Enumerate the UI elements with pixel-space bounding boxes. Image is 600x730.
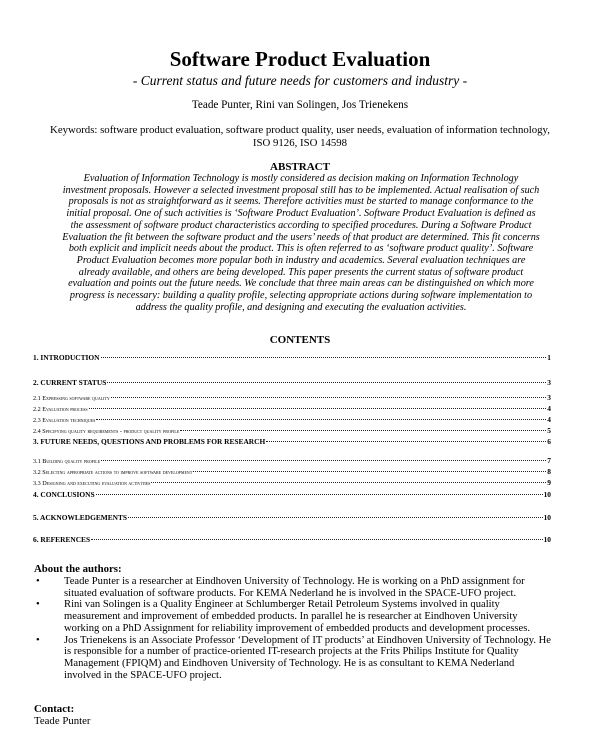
toc-dot-leader bbox=[101, 357, 547, 358]
author-bio-line: Jos Trienekens is an Associate Professor ‘Development of IT products’ at Eindhoven University of Technology. He bbox=[64, 634, 551, 646]
keywords bbox=[30, 124, 570, 150]
toc-page-number: 10 bbox=[543, 513, 551, 522]
toc-entry[interactable] bbox=[33, 513, 551, 522]
abstract-line: already available, and others are being developed. This paper presents the current status of software product bbox=[78, 266, 524, 278]
contact-name: Teade Punter bbox=[34, 715, 91, 727]
toc-entry[interactable] bbox=[33, 353, 551, 362]
author-bio-line: is responsible for a number of practice-oriented IT-research projects at the Frits Philips Institute for Quality bbox=[64, 646, 519, 658]
toc-dot-leader bbox=[180, 430, 546, 431]
toc-entry[interactable] bbox=[33, 490, 551, 499]
paper-subtitle: - Current status and future needs for customers and industry - bbox=[132, 73, 468, 88]
abstract-line: proposals is not as straightforward as it seems. Therefore activities must be started to manage conformance to the bbox=[68, 196, 534, 208]
toc-entry-label: 2.3 Evaluation techniques bbox=[33, 417, 96, 424]
abstract-line: address the quality profile, and designing and executing the evaluation activities. bbox=[135, 301, 467, 313]
toc-entry-label: 3. FUTURE NEEDS, QUESTIONS AND PROBLEMS FOR RESEARCH bbox=[33, 437, 266, 446]
contents-heading: CONTENTS bbox=[269, 334, 331, 346]
toc-entry[interactable] bbox=[33, 404, 551, 413]
author-bios bbox=[34, 576, 550, 681]
bullet-icon: • bbox=[36, 576, 40, 587]
paper-title: Software Product Evaluation bbox=[169, 47, 431, 71]
toc-page-number: 1 bbox=[547, 353, 551, 362]
abstract-line: progress is necessary: building a quality profile, selecting appropriate actions during software implementation to bbox=[69, 290, 533, 302]
toc-entry[interactable] bbox=[33, 426, 551, 435]
toc-entry-label: 3.1 Building quality profile bbox=[33, 458, 101, 465]
abstract-line: evaluation and points out the future needs. We conclude that three main areas can be distinguished on which more bbox=[68, 278, 534, 290]
author-bio-item bbox=[34, 599, 550, 634]
toc-entry-label: 3.3 Designing and executing evaluation activities bbox=[33, 480, 151, 487]
toc-entry[interactable] bbox=[33, 478, 551, 487]
toc-entry-label: 2. CURRENT STATUS bbox=[33, 378, 107, 387]
toc-page-number: 7 bbox=[547, 456, 551, 465]
toc-dot-leader bbox=[91, 539, 543, 540]
author-bio-item bbox=[34, 635, 550, 682]
toc-entry[interactable] bbox=[33, 437, 551, 446]
bullet-icon: • bbox=[36, 634, 40, 646]
author-bio-item bbox=[34, 576, 550, 599]
toc-dot-leader bbox=[96, 494, 543, 495]
abstract-line: initial proposal. One of such activities is ‘Software Product Evaluation’. Software Product Evaluation is defined as bbox=[66, 208, 536, 220]
toc-entry-label: 2.2 Evaluation process bbox=[33, 406, 88, 413]
toc-entry-label: 2.1 Expressing software quality bbox=[33, 395, 110, 402]
keywords-line: Keywords: software product evaluation, software product quality, user needs, evaluation of information technology, bbox=[50, 124, 550, 136]
toc-dot-leader bbox=[89, 408, 547, 409]
toc-page-number: 10 bbox=[543, 535, 551, 544]
abstract-text bbox=[28, 173, 574, 313]
toc-entry-label: 3.2 Selecting appropriate actions to improve software development bbox=[33, 469, 193, 476]
toc-page-number: 3 bbox=[547, 378, 551, 387]
author-bio-line: measurement and improvement of embedded products. In parallel he is researcher at Eindhoven University bbox=[64, 611, 518, 623]
toc-dot-leader bbox=[151, 482, 546, 483]
toc-entry[interactable] bbox=[33, 393, 551, 402]
author-bio-line: situated evaluation of software products. For KEMA Nederland he is involved in the SPACE-UFO project. bbox=[64, 587, 517, 599]
author-bio-line: working on a PhD Assignment for reliability improvement of embedded products and development processes. bbox=[64, 622, 531, 634]
author-bio-line: Teade Punter is a researcher at Eindhoven University of Technology. He is working on a PhD assignment for bbox=[64, 576, 525, 587]
toc-entry-label: 6. REFERENCES bbox=[33, 535, 91, 544]
toc-dot-leader bbox=[101, 460, 546, 461]
toc-page-number: 8 bbox=[547, 467, 551, 476]
toc-dot-leader bbox=[266, 441, 546, 442]
keywords-line: ISO 9126, ISO 14598 bbox=[252, 137, 348, 149]
toc-entry-label: 1. INTRODUCTION bbox=[33, 353, 100, 362]
toc-entry[interactable] bbox=[33, 378, 551, 387]
toc-page-number: 4 bbox=[547, 415, 551, 424]
contact-heading: Contact: bbox=[34, 703, 75, 715]
author-bio-line: involved in the SPACE-UFO project. bbox=[64, 669, 222, 681]
toc-entry[interactable] bbox=[33, 456, 551, 465]
abstract-heading: ABSTRACT bbox=[270, 161, 330, 173]
toc-dot-leader bbox=[111, 397, 546, 398]
abstract-line: Product Evaluation becomes more popular both in industry and academics. Several evaluation techniques are bbox=[76, 254, 526, 266]
author-bio-line: Rini van Solingen is a Quality Engineer at Schlumberger Retail Petroleum Systems involved in quality bbox=[64, 599, 500, 611]
toc-dot-leader bbox=[107, 382, 546, 383]
abstract-line: both explicit and implicit needs about the product. This is often referred to as ‘software product quality’. Software bbox=[68, 243, 534, 255]
author-list: Teade Punter, Rini van Solingen, Jos Trienekens bbox=[191, 99, 409, 111]
toc-entry-label: 5. ACKNOWLEDGEMENTS bbox=[33, 513, 128, 522]
toc-entry[interactable] bbox=[33, 415, 551, 424]
toc-dot-leader bbox=[96, 419, 546, 420]
toc-entry-label: 4. CONCLUSIONS bbox=[33, 490, 95, 499]
toc-page-number: 3 bbox=[547, 393, 551, 402]
toc-entry[interactable] bbox=[33, 535, 551, 544]
abstract-line: the assessment of software product characteristics according to specified procedures. During a Software Product bbox=[70, 219, 532, 231]
about-authors-heading: About the authors: bbox=[34, 563, 122, 575]
author-bio-line: Management (FPIQM) and Eindhoven University of Technology. He is as consultant to KEMA Nederland bbox=[64, 657, 515, 669]
abstract-line: Evaluation of Information Technology is mostly considered as decision making on Information Technology bbox=[83, 173, 519, 184]
abstract-line: investment proposals. However a selected investment proposal still has to be implemented. Actual realisation of such bbox=[62, 184, 540, 196]
toc-page-number: 9 bbox=[547, 478, 551, 487]
toc-dot-leader bbox=[128, 517, 543, 518]
toc-page-number: 5 bbox=[547, 426, 551, 435]
toc-entry-label: 2.4 Specifying quality requirements - product quality profile bbox=[33, 428, 180, 435]
abstract-line: Evaluation the fit between the software product and the users’ needs of that product are determined. This fit concerns bbox=[62, 231, 540, 243]
toc-page-number: 6 bbox=[547, 437, 551, 446]
toc-entry[interactable] bbox=[33, 467, 551, 476]
bullet-icon: • bbox=[36, 599, 40, 611]
toc-page-number: 10 bbox=[543, 490, 551, 499]
toc-page-number: 4 bbox=[547, 404, 551, 413]
toc-dot-leader bbox=[193, 471, 546, 472]
